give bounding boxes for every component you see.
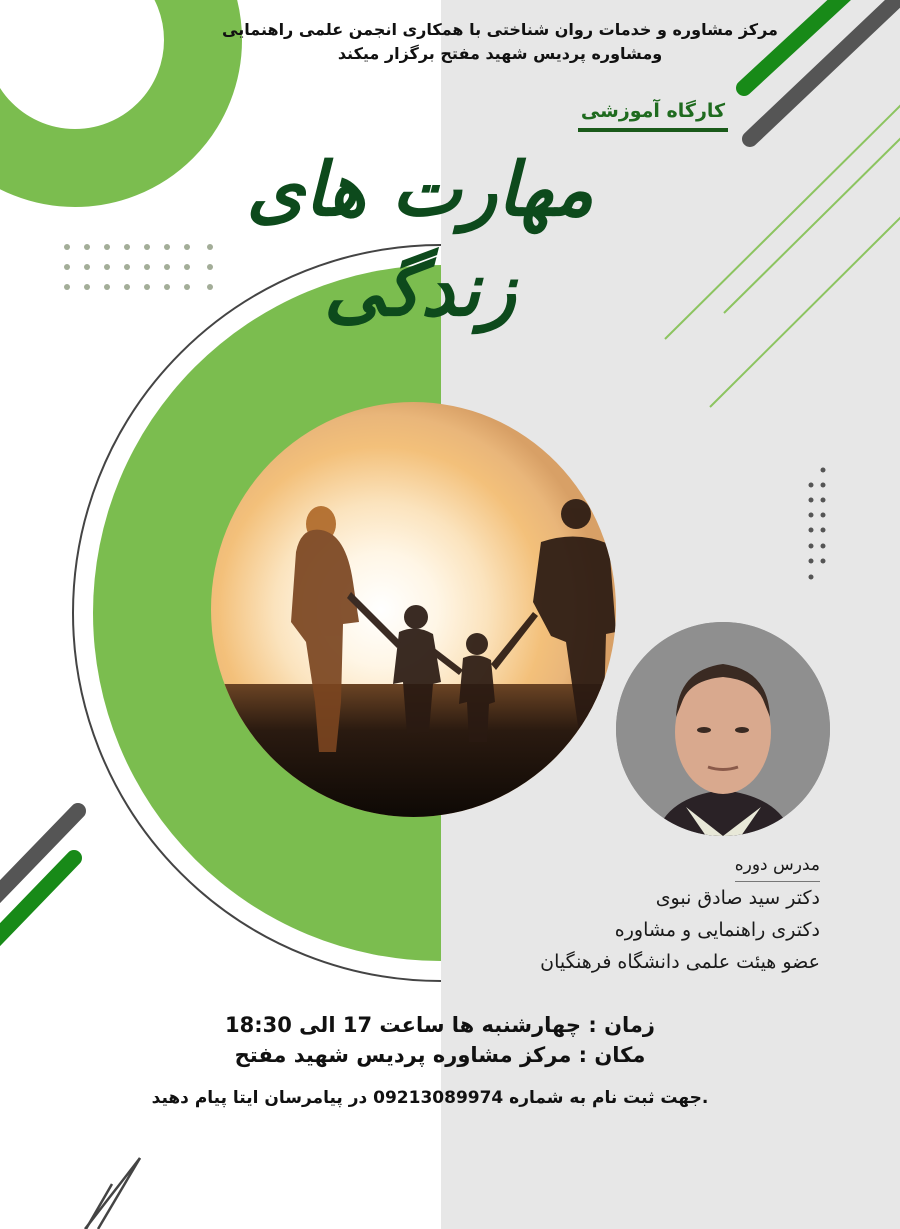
workshop-subtitle: کارگاه آموزشی — [578, 100, 728, 132]
schedule-place: مکان : مرکز مشاوره پردیس شهید مفتح — [234, 1043, 646, 1067]
instructor-name: دکتر سید صادق نبوی — [655, 887, 820, 909]
organizer-header — [190, 18, 810, 66]
vertical-dots-decoration — [809, 468, 826, 580]
instructor-photo — [616, 622, 830, 836]
schedule-time: زمان : چهارشنبه ها ساعت 17 الی 18:30 — [225, 1013, 655, 1037]
instructor-degree: دکتری راهنمایی و مشاوره — [614, 919, 820, 941]
instructor-position: عضو هیئت علمی دانشگاه فرهنگیان — [540, 951, 820, 973]
instructor-info — [440, 848, 820, 978]
schedule-info — [160, 1010, 720, 1070]
family-silhouette-photo — [211, 402, 616, 817]
person-portrait-icon — [616, 622, 830, 836]
instructor-role-label: مدرس دوره — [735, 849, 820, 882]
workshop-title: مهارت های زندگی — [246, 147, 594, 333]
header-line-1: مرکز مشاوره و خدمات روان شناختی با همکاری انجمن علمی راهنمایی — [222, 20, 778, 39]
header-line-2: ومشاوره پردیس شهید مفتح برگزار میکند — [337, 44, 663, 63]
registration-info: .جهت ثبت نام به شماره 09213089974 در پیامرسان ایتا پیام دهید — [151, 1088, 709, 1108]
family-silhouette-icon — [211, 402, 616, 817]
